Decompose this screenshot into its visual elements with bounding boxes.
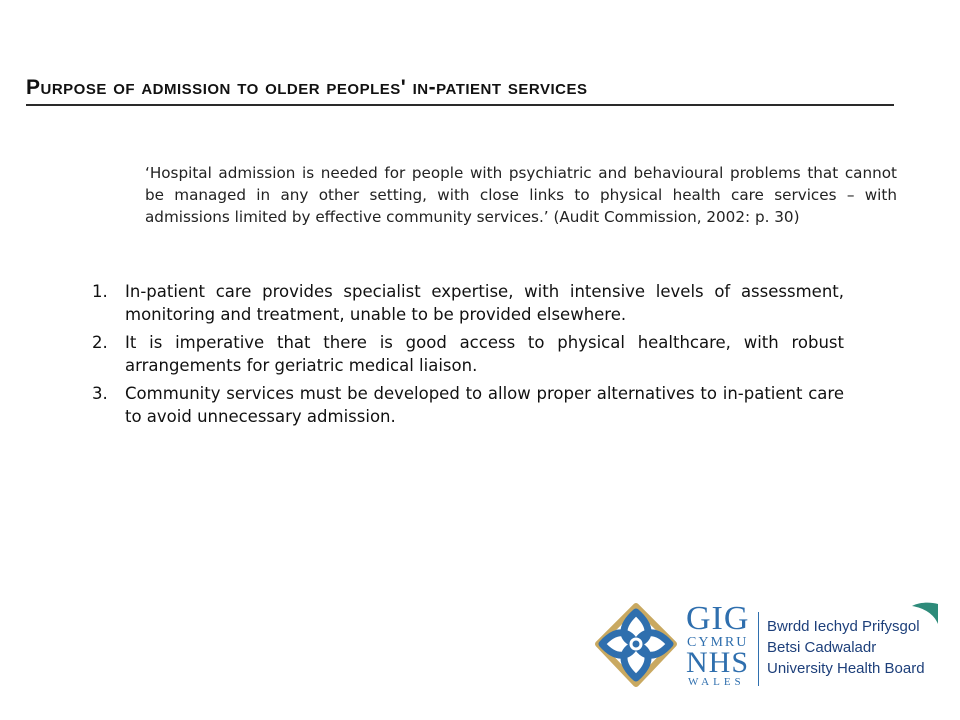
- slide-title: Purpose of admission to older peoples' in-patient services: [26, 76, 894, 106]
- list-item: [80, 382, 844, 428]
- logo-gig: GIG: [686, 600, 750, 637]
- item-number: 3.: [92, 384, 108, 403]
- board-line: University Health Board: [767, 660, 925, 677]
- corner-swoosh-icon: [912, 602, 938, 624]
- health-board-logo: [590, 600, 940, 695]
- board-name: [767, 616, 925, 679]
- audit-quote: ‘Hospital admission is needed for people with psychiatric and behavioural problems that cannot be managed in any other setting, with close links to physical health care services – with admissions limited by effective community services.’ (Audit Commission, 2002: p. 30): [145, 164, 897, 226]
- list-item: [80, 280, 844, 326]
- item-text: In-patient care provides specialist expertise, with intensive levels of assessment, monitoring and treatment, unable to be provided elsewhere.: [125, 282, 844, 324]
- board-line: Bwrdd Iechyd Prifysgol: [767, 618, 920, 635]
- logo-wales: WALES: [688, 676, 745, 688]
- item-number: 1.: [92, 282, 108, 301]
- list-item: [80, 331, 844, 377]
- item-number: 2.: [92, 333, 108, 352]
- item-text: It is imperative that there is good access to physical healthcare, with robust arrangements for geriatric medical liaison.: [125, 333, 844, 375]
- points-list: [80, 280, 844, 433]
- logo-cymru: CYMRU: [687, 635, 749, 650]
- logo-divider: [758, 612, 759, 686]
- logo-nhs: NHS: [686, 646, 750, 679]
- celtic-knot-icon: [590, 600, 682, 692]
- item-text: Community services must be developed to allow proper alternatives to in-patient care to avoid unnecessary admission.: [125, 384, 844, 426]
- board-line: Betsi Cadwaladr: [767, 639, 877, 656]
